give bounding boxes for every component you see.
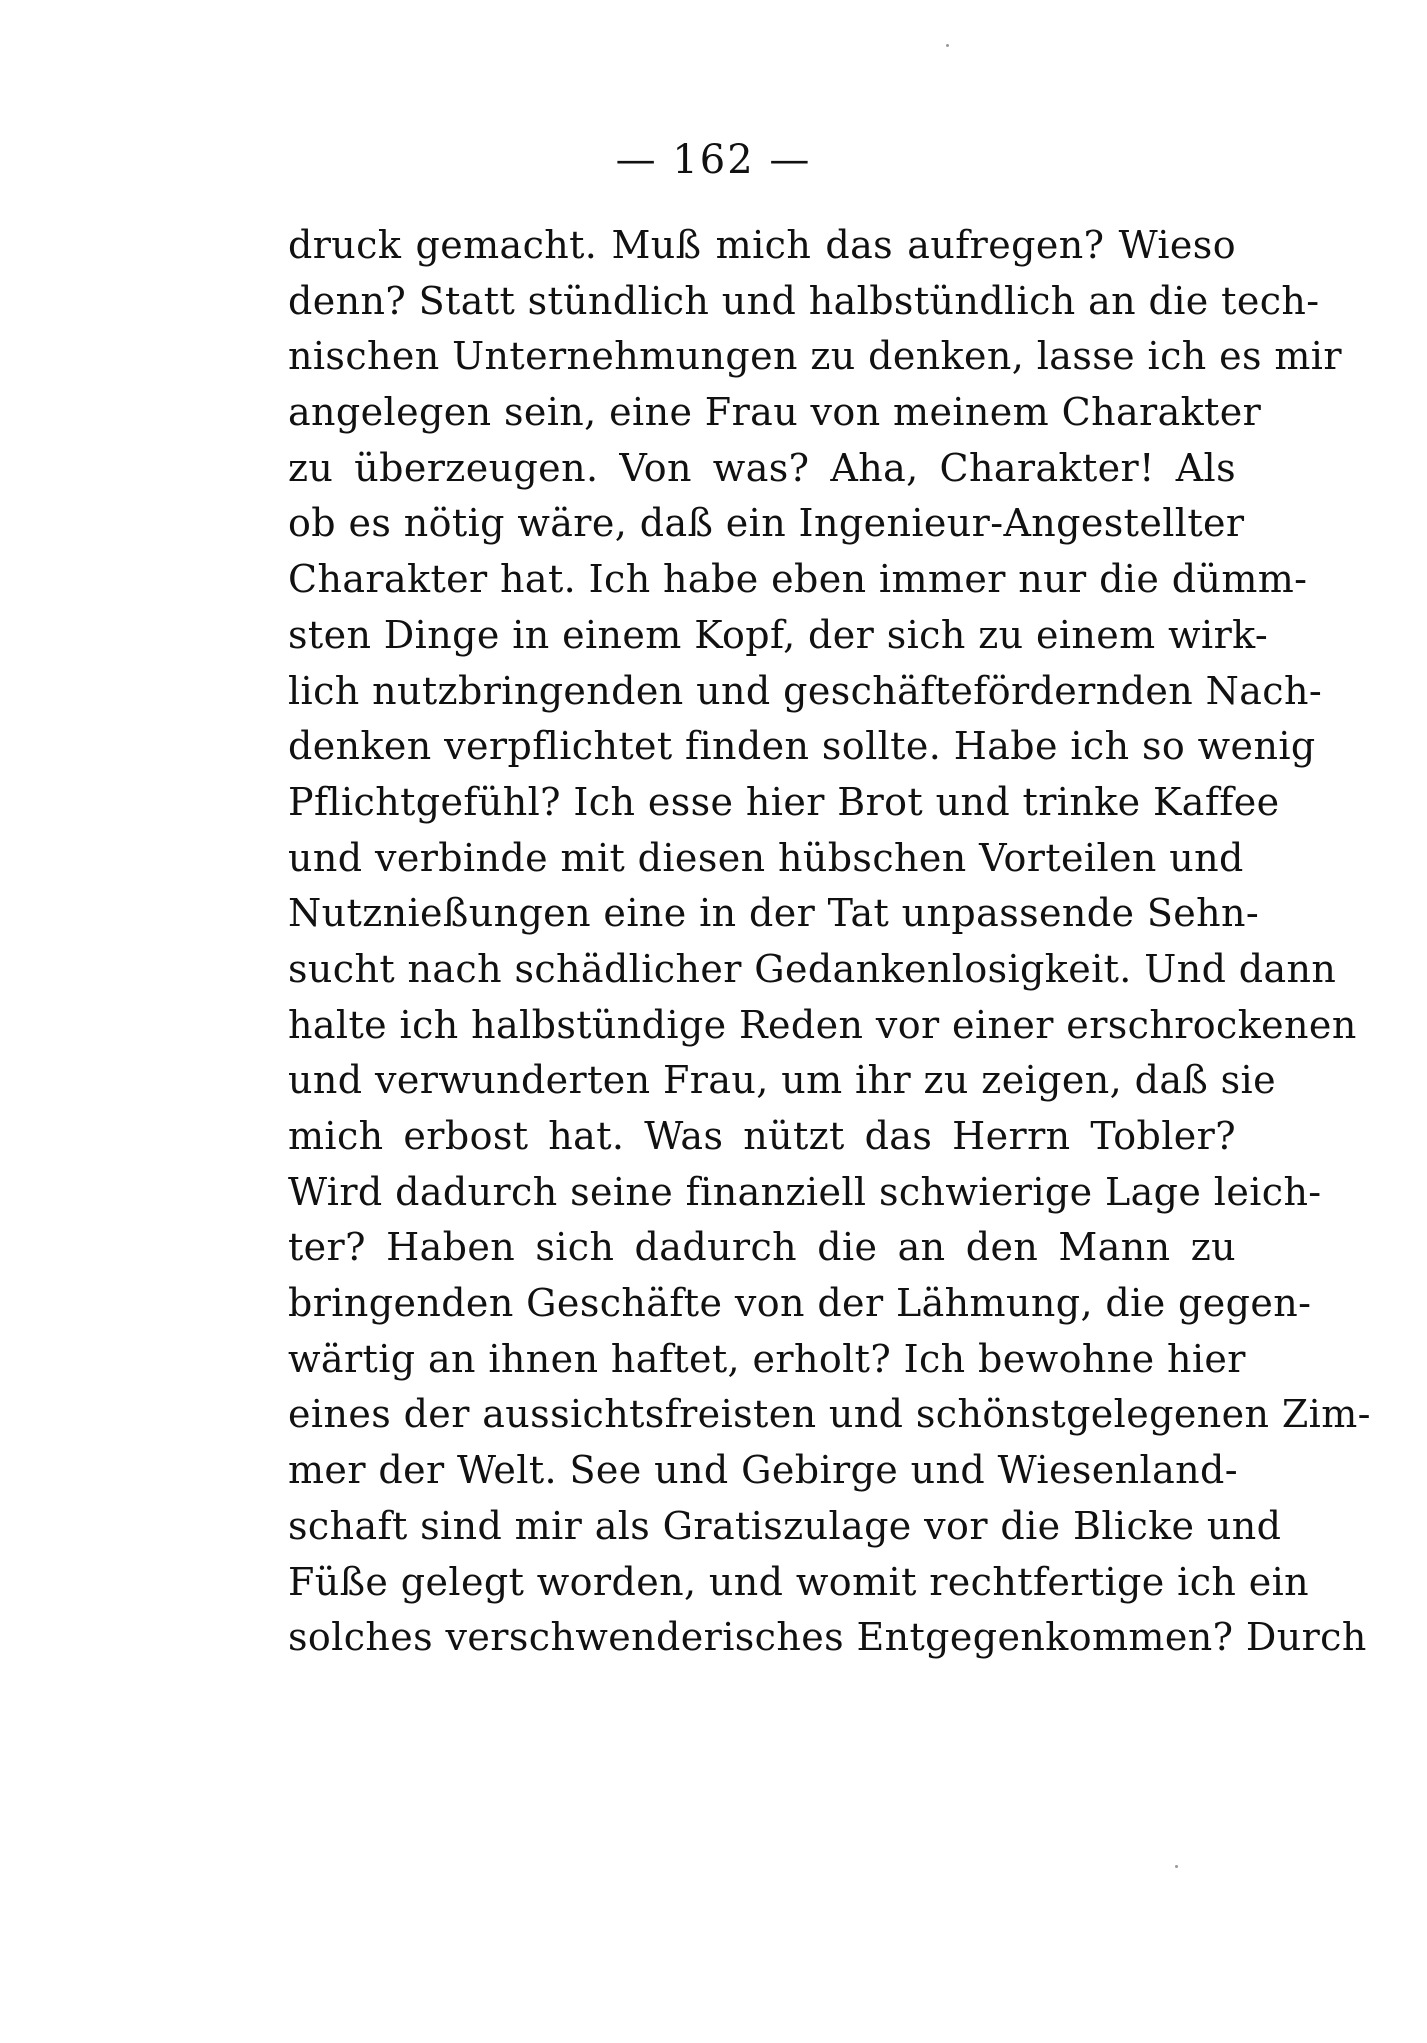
text-line-10: denken verpflichtet finden sollte. Habe ich so wenig xyxy=(288,724,1316,769)
text-line-7: Charakter hat. Ich habe eben immer nur die dümm- xyxy=(288,557,1308,602)
text-line-17: mich erbost hat. Was nützt das Herrn Tobler? xyxy=(288,1114,1236,1158)
text-line-20: bringenden Geschäfte von der Lähmung, die gegen- xyxy=(288,1281,1312,1326)
text-line-18: Wird dadurch seine finanziell schwierige Lage leich- xyxy=(288,1169,1322,1214)
paper-speck xyxy=(946,44,949,47)
text-line-14: sucht nach schädlicher Gedankenlosigkeit. Und dann xyxy=(288,946,1337,991)
text-line-5: zu überzeugen. Von was? Aha, Charakter! Als xyxy=(288,445,1236,490)
text-line-13: Nutznießungen eine in der Tat unpassende Sehn- xyxy=(288,891,1260,936)
text-line-25: Füße gelegt worden, und womit rechtfertige ich ein xyxy=(288,1559,1310,1604)
text-line-1: druck gemacht. Muß mich das aufregen? Wieso xyxy=(288,223,1236,267)
text-line-2: denn? Statt stündlich und halbstündlich an die tech- xyxy=(288,278,1320,323)
text-line-19: ter? Haben sich dadurch die an den Mann zu xyxy=(288,1225,1236,1270)
text-line-15: halte ich halbstündige Reden vor einer erschrockenen xyxy=(288,1002,1357,1047)
text-line-26: solches verschwenderisches Entgegenkommen? Durch xyxy=(288,1615,1367,1660)
text-line-22: eines der aussichtsfreisten und schönstgelegenen Zim- xyxy=(288,1392,1371,1437)
text-line-3: nischen Unternehmungen zu denken, lasse ich es mir xyxy=(288,334,1342,379)
text-line-8: sten Dinge in einem Kopf, der sich zu einem wirk- xyxy=(288,612,1269,657)
text-line-24: schaft sind mir als Gratiszulage vor die Blicke und xyxy=(288,1503,1282,1548)
text-line-4: angelegen sein, eine Frau von meinem Charakter xyxy=(288,390,1262,435)
text-line-16: und verwunderten Frau, um ihr zu zeigen, daß sie xyxy=(288,1058,1276,1103)
text-line-11: Pflichtgefühl? Ich esse hier Brot und trinke Kaffee xyxy=(288,779,1280,824)
text-line-12: und verbinde mit diesen hübschen Vorteilen und xyxy=(288,835,1244,880)
paper-speck xyxy=(1175,1865,1178,1868)
body-text xyxy=(288,218,1371,1666)
text-line-23: mer der Welt. See und Gebirge und Wiesenland- xyxy=(288,1448,1238,1493)
text-line-9: lich nutzbringenden und geschäftefördernden Nach- xyxy=(288,668,1323,713)
text-line-6: ob es nötig wäre, daß ein Ingenieur-Angestellter xyxy=(288,501,1245,546)
page-number: — 162 — xyxy=(615,137,812,183)
text-line-21: wärtig an ihnen haftet, erholt? Ich bewohne hier xyxy=(288,1336,1246,1381)
